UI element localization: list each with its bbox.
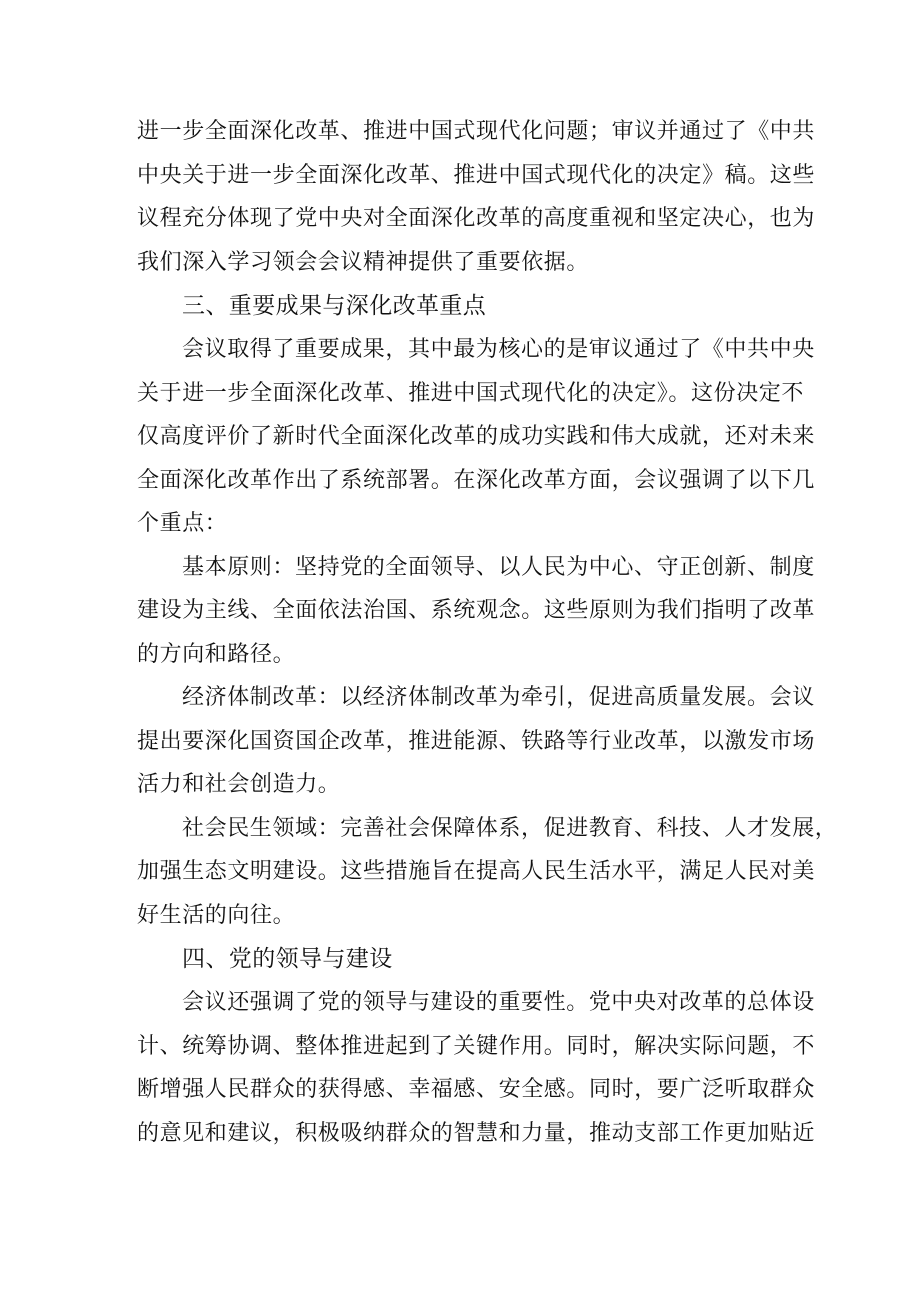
text-line: 计、统筹协调、整体推进起到了关键作用。同时，解决实际问题，不: [137, 1033, 816, 1059]
text-line: 社会民生领域：完善社会保障体系，促进教育、科技、人才发展，: [182, 815, 838, 841]
text-line: 提出要深化国资国企改革，推进能源、铁路等行业改革，以激发市场: [137, 728, 816, 754]
paragraph-economy: [137, 676, 816, 807]
text-line: 活力和社会创造力。: [137, 772, 341, 797]
text-line: 断增强人民群众的获得感、幸福感、安全感。同时，要广泛听取群众: [137, 1077, 816, 1102]
text-line: 的方向和路径。: [137, 641, 296, 667]
text-line: 会议取得了重要成果，其中最为核心的是审议通过了《中共中央: [182, 337, 815, 362]
document-body: [137, 110, 838, 1155]
text-line: 仅高度评价了新时代全面深化改革的成功实践和伟大成就，还对未来: [137, 424, 816, 449]
text-line: 好生活的向往。: [137, 902, 296, 928]
text-line: 的意见和建议，积极吸纳群众的智慧和力量，推动支部工作更加贴近: [137, 1120, 816, 1146]
paragraph-results: [137, 328, 816, 546]
paragraph-principles: [137, 546, 816, 677]
text-line: 基本原则：坚持党的全面领导、以人民为中心、守正创新、制度: [182, 554, 815, 580]
paragraph-intro: [137, 110, 816, 284]
section-heading-3: 三、重要成果与深化改革重点: [182, 293, 487, 319]
text-line: 建设为主线、全面依法治国、系统观念。这些原则为我们指明了改革: [137, 598, 816, 623]
text-line: 进一步全面深化改革、推进中国式现代化问题；审议并通过了《中共: [137, 119, 816, 144]
text-line: 关于进一步全面深化改革、推进中国式现代化的决定》。这份决定不: [137, 380, 805, 406]
text-line: 议程充分体现了党中央对全面深化改革的高度重视和坚定决心，也为: [137, 206, 816, 231]
section-heading-4: 四、党的领导与建设: [182, 946, 393, 972]
paragraph-party: [137, 981, 816, 1155]
text-line: 我们深入学习领会会议精神提供了重要依据。: [137, 249, 590, 275]
paragraph-social: [137, 807, 838, 938]
text-line: 会议还强调了党的领导与建设的重要性。党中央对改革的总体设: [182, 990, 815, 1015]
text-line: 个重点：: [137, 511, 228, 536]
text-line: 经济体制改革：以经济体制改革为牵引，促进高质量发展。会议: [182, 685, 815, 710]
text-line: 全面深化改革作出了系统部署。在深化改革方面，会议强调了以下几: [137, 467, 816, 493]
text-line: 中央关于进一步全面深化改革、推进中国式现代化的决定》稿。这些: [137, 162, 816, 188]
text-line: 加强生态文明建设。这些措施旨在提高人民生活水平，满足人民对美: [137, 859, 816, 884]
